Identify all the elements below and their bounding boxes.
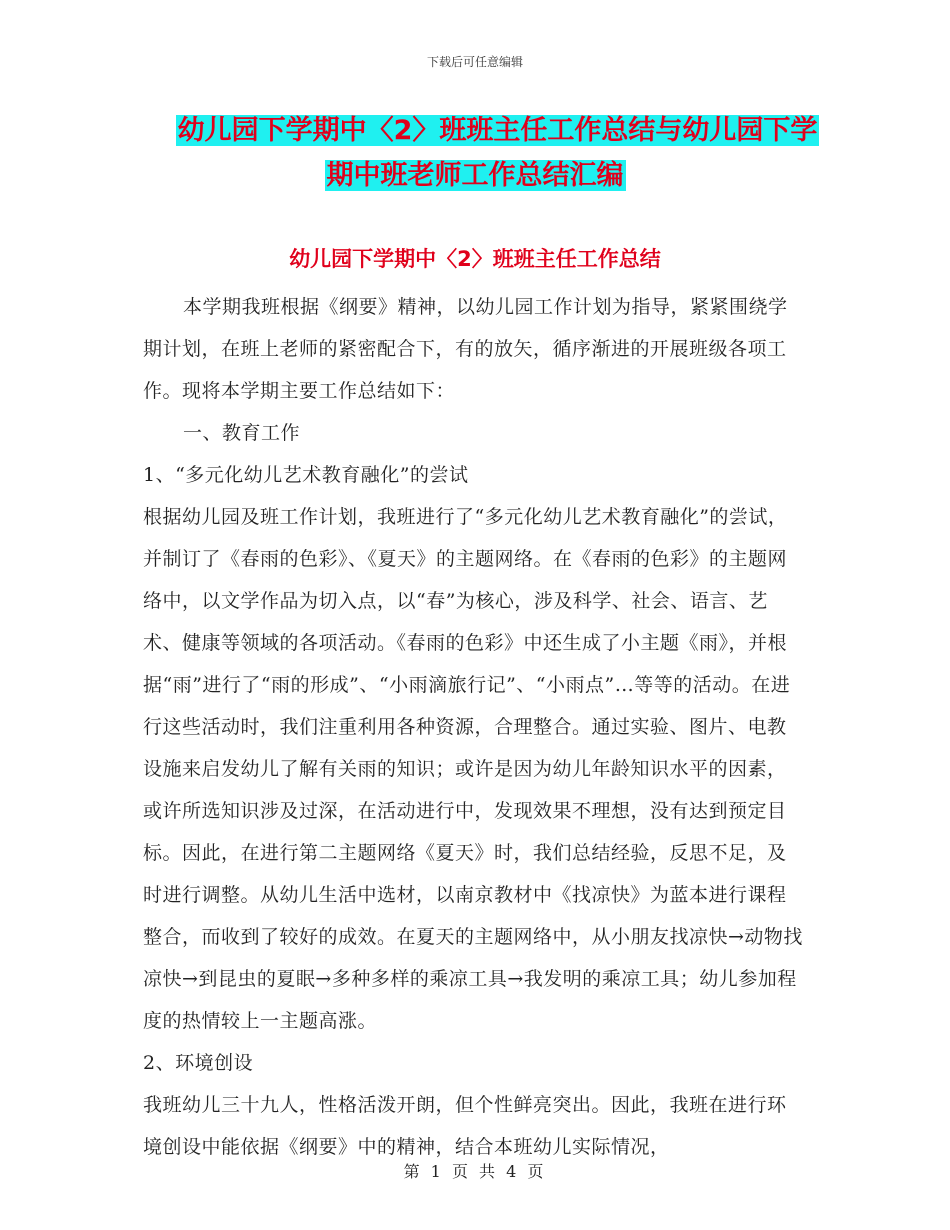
item-1-heading: 1、“多元化幼儿艺术教育融化”的尝试 (143, 464, 469, 486)
intro-paragraph: 本学期我班根据《纲要》精神，以幼儿园工作计划为指导，紧紧围绕学期计划，在班上老师的紧密配合下，有的放矢，循序渐进的开展班级各项工作。现将本学期主要工作总结如下： (143, 296, 788, 402)
main-title-line-1 (0, 106, 950, 156)
page-number-footer: 第 1 页 共 4 页 (403, 1162, 547, 1181)
section-title: 幼儿园下学期中〈2〉班班主任工作总结 (289, 247, 661, 271)
item-2-heading: 2、环境创设 (143, 1052, 254, 1074)
main-title-line-2-text: 期中班老师工作总结汇编 (326, 160, 624, 191)
page-header-note: 下载后可任意编辑 (426, 55, 523, 69)
section-heading-education: 一、教育工作 (183, 422, 301, 444)
main-title-line-1-text: 幼儿园下学期中〈2〉班班主任工作总结与幼儿园下学 (177, 115, 818, 146)
item-2-body: 我班幼儿三十九人，性格活泼开朗，但个性鲜亮突出。因此，我班在进行环境创设中能依据《纲要》中的精神，结合本班幼儿实际情况， (143, 1094, 787, 1158)
document-body (143, 286, 805, 1168)
main-title-line-2 (0, 151, 950, 201)
item-1-body: 根据幼儿园及班工作计划，我班进行了“多元化幼儿艺术教育融化”的尝试，并制订了《春雨的色彩》、《夏天》的主题网络。在《春雨的色彩》的主题网络中，以文学作品为切入点，以“春”为核心，涉及科学、社会、语言、艺术、健康等领域的各项活动。《春雨的色彩》中还生成了小主题《雨》，并根据“雨”进行了“雨的形成”、“小雨滴旅行记”、“小雨点”…等等的活动。在进行这些活动时，我们注重利用各种资源，合理整合。通过实验、图片、电教设施来启发幼儿了解有关雨的知识；或许是因为幼儿年龄知识水平的因素，或许所选知识涉及过深，在活动进行中，发现效果不理想，没有达到预定目标。因此，在进行第二主题网络《夏天》时，我们总结经验，反思不足，及时进行调整。从幼儿生活中选材，以南京教材中《找凉快》为蓝本进行课程整合，而收到了较好的成效。在夏天的主题网络中，从小朋友找凉快→动物找凉快→到昆虫的夏眠→多种多样的乘凉工具→我发明的乘凉工具；幼儿参加程度的热情较上一主题高涨。 (143, 506, 803, 1032)
